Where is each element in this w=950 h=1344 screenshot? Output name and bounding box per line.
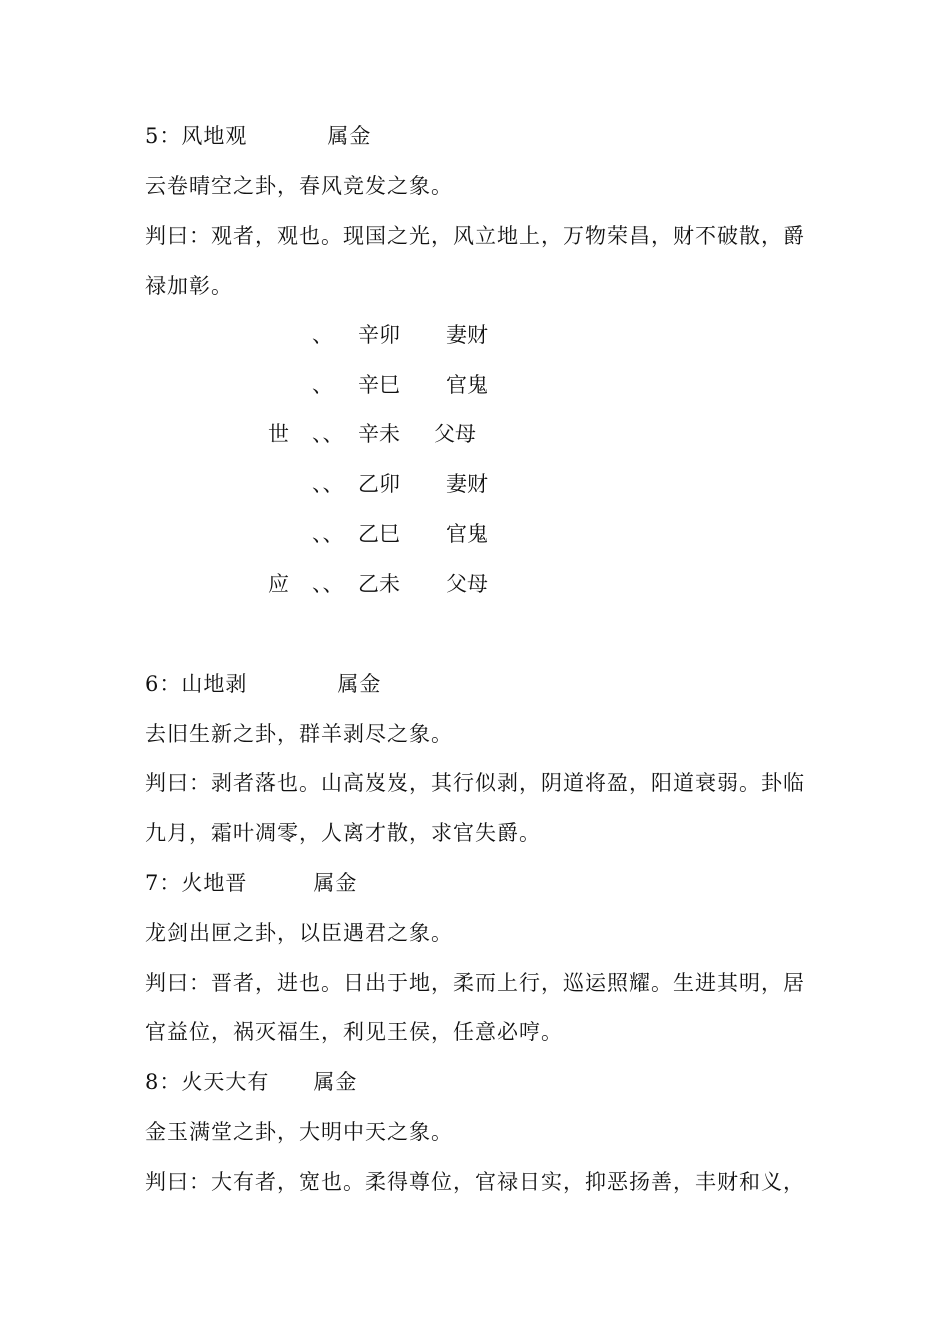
yao-symbol: 、、 <box>312 472 344 496</box>
yao-symbol: 、 <box>312 373 333 397</box>
yao-relation: 官鬼 <box>446 522 488 546</box>
hexagram-title-7 <box>145 870 357 896</box>
hexagram-verdict-6-line2: 九月，霜叶凋零，人离才散，求官失爵。 <box>145 821 541 845</box>
hexagram-image-8: 金玉满堂之卦，大明中天之象。 <box>145 1120 453 1144</box>
yao-relation: 妻财 <box>446 323 488 347</box>
hexagram-verdict-5-line1: 判曰：观者，观也。现国之光，风立地上，万物荣昌，财不破散，爵 <box>145 224 805 248</box>
hexagram-title-8 <box>145 1069 357 1095</box>
hexagram-title-5 <box>145 123 371 149</box>
hexagram-number: 6：山地剥 <box>145 672 248 696</box>
hexagram-number: 8：火天大有 <box>145 1070 270 1094</box>
hexagram-image-6: 去旧生新之卦，群羊剥尽之象。 <box>145 722 453 746</box>
yao-ganzhi: 辛巳 <box>358 373 400 397</box>
hexagram-verdict-6-line1: 判曰：剥者落也。山高岌岌，其行似剥，阴道将盈，阳道衰弱。卦临 <box>145 771 805 795</box>
hexagram-element: 属金 <box>313 1070 358 1094</box>
yao-ganzhi: 乙未 <box>358 572 400 596</box>
hexagram-element: 属金 <box>313 871 358 895</box>
yao-relation: 父母 <box>434 422 476 446</box>
hexagram-element: 属金 <box>327 124 372 148</box>
hexagram-element: 属金 <box>337 672 382 696</box>
ying-marker: 应 <box>268 572 289 596</box>
yao-relation: 官鬼 <box>446 373 488 397</box>
hexagram-number: 5：风地观 <box>145 124 248 148</box>
yao-ganzhi: 乙卯 <box>358 472 400 496</box>
yao-relation: 父母 <box>446 572 488 596</box>
yao-relation: 妻财 <box>446 472 488 496</box>
hexagram-image-7: 龙剑出匣之卦，以臣遇君之象。 <box>145 921 453 945</box>
hexagram-verdict-5-line2: 禄加彰。 <box>145 274 233 298</box>
yao-ganzhi: 辛未 <box>358 422 400 446</box>
yao-symbol: 、、 <box>312 522 344 546</box>
hexagram-title-6 <box>145 671 381 697</box>
yao-ganzhi: 乙巳 <box>358 522 400 546</box>
hexagram-image-5: 云卷晴空之卦，春风竞发之象。 <box>145 174 453 198</box>
yao-symbol: 、、 <box>312 572 344 596</box>
hexagram-verdict-7-line2: 官益位，祸灭福生，利见王侯，任意必哼。 <box>145 1020 563 1044</box>
hexagram-verdict-8-line1: 判曰：大有者，宽也。柔得尊位，官禄日实，抑恶扬善，丰财和义， <box>145 1170 805 1194</box>
yao-ganzhi: 辛卯 <box>358 323 400 347</box>
yao-symbol: 、 <box>312 323 333 347</box>
hexagram-verdict-7-line1: 判曰：晋者，进也。日出于地，柔而上行，巡运照耀。生进其明，居 <box>145 971 805 995</box>
hexagram-number: 7：火地晋 <box>145 871 248 895</box>
shi-marker: 世 <box>268 422 289 446</box>
yao-symbol: 、、 <box>312 422 344 446</box>
